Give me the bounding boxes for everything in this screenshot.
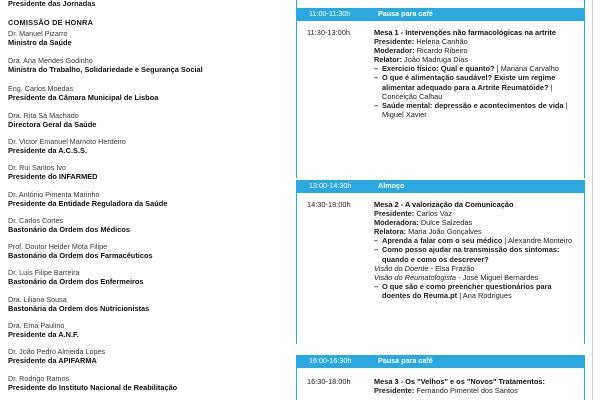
member-name: Dr. João Pedro Almeida Lopes [8, 347, 106, 356]
member-name: Dra. Rita Sá Machado [8, 111, 79, 120]
member-entry [8, 321, 278, 340]
member-role: Presidente da A.C.S.S. [8, 146, 87, 156]
member-name: Dra. Ema Paulino [8, 321, 65, 330]
break-time: 16:00-16:30h [309, 356, 352, 365]
talk-speaker: Conceição Calhau [382, 91, 443, 101]
perspective-speaker: Elsa Frazão [435, 263, 475, 273]
rapporteur-line [374, 227, 580, 236]
member-role: Ministro da Saúde [8, 38, 72, 48]
member-name: Dra. Liliana Sousa [8, 295, 67, 304]
member-name: Prof. Doutor Helder Mota Filipe [8, 242, 108, 251]
session-title: Mesa 2 - A valorização da Comunicação [374, 200, 514, 209]
moderator-name: Dulce Salzedas [420, 218, 473, 228]
session-frame-top [296, 366, 585, 368]
session-content [374, 200, 580, 300]
member-role: Presidente da Câmara Municipal de Lisboa [8, 93, 159, 103]
member-name: Dr. Luís Filipe Barreira [8, 268, 80, 277]
chair-label: Presidente: [374, 209, 415, 219]
break-label: Pausa para café [378, 356, 433, 365]
member-name: Dr. António Pimenta Marinho [8, 190, 100, 199]
perspective-label: Visão do Reumatologista [374, 272, 457, 282]
session-content [374, 28, 580, 119]
talk-item: – O que são e como preencher questionários para doentes do Reuma.pt | Ana Rodrigues [374, 281, 552, 300]
talk-speaker: Ana Rodrigues [462, 290, 512, 300]
member-entry [8, 374, 278, 393]
break-time: 11:00-11:30h [309, 9, 351, 18]
member-role: Presidente do Instituto Nacional de Reabilitação [8, 383, 178, 393]
moderator-name: Ricardo Ribeiro [416, 46, 468, 56]
talk-title: O que é alimentação saudável? Existe um regime alimentar adequado para a Artrite Reumatóide? [382, 73, 556, 92]
member-entry [8, 347, 278, 366]
session-time: 14:30-18:00h [307, 200, 351, 209]
session-time: 16:30-18:00h [307, 377, 351, 386]
member-entry [8, 295, 278, 314]
member-role: Bastonário da Ordem dos Médicos [8, 225, 130, 235]
talk-item: – Saúde mental: depressão e acontecimentos de vida | Miguel Xavier [374, 100, 568, 119]
session-frame-top [296, 191, 585, 193]
perspective-line: Visão do Doente - Elsa Frazão [374, 263, 475, 273]
session-time: 11:30-13:00h [307, 28, 351, 37]
member-role: Bastonário da Ordem dos Farmacêuticos [8, 251, 153, 261]
member-entry [8, 137, 278, 156]
member-entry [8, 56, 278, 75]
member-role: Presidente da APIFARMA [8, 356, 97, 366]
honor-committee-column [0, 0, 280, 400]
lunch-time: 13:00-14:30h [309, 181, 352, 190]
session-frame [296, 0, 585, 8]
chair-label: Presidente: [374, 386, 415, 396]
member-entry [8, 111, 278, 130]
talk-item: – Aprenda a falar com o seu médico | Alexandre Monteiro [374, 236, 573, 246]
member-role: Bastonária da Ordem dos Nutricionistas [8, 304, 150, 314]
lunch-label: Almoço [378, 181, 405, 190]
rapporteur-name: João Madruga Dias [404, 55, 469, 65]
talk-speaker: Mariana Carvalho [500, 64, 559, 74]
program-column [296, 0, 600, 400]
session-title: Mesa 1 - Intervenções não farmacológicas na artrite [374, 28, 556, 37]
session-title: Mesa 3 - Os "Velhos" e os "Novos" Tratamentos: [374, 377, 545, 386]
moderator-line [374, 218, 580, 227]
talk-item: – Como posso ajudar na transmissão dos sintomas: quando e como os descrever? [374, 245, 560, 264]
chair-label: Presidente: [374, 37, 415, 47]
rapporteur-label: Relator: [374, 55, 402, 65]
session-content [374, 377, 580, 395]
talk-item: – Exercício físico: Qual e quanto? | Mariana Carvalho [374, 64, 559, 74]
break-label: Pausa para café [378, 9, 433, 18]
member-entry [8, 268, 278, 287]
member-entry [8, 216, 278, 235]
member-role: Presidente da Entidade Reguladora da Saúde [8, 199, 168, 209]
chair-line [374, 386, 580, 395]
coffee-break-bar [296, 8, 585, 19]
member-entry [8, 242, 278, 261]
talk-title: Exercício físico: Qual e quanto? [382, 64, 495, 74]
member-name: Eng. Carlos Moedas [8, 84, 74, 93]
rapporteur-line [374, 55, 580, 64]
member-entry [8, 163, 278, 182]
member-name: Dr. Victor Emanuel Marnoto Herdeiro [8, 137, 126, 146]
jornadas-president-role: Presidente das Jornadas [8, 0, 96, 8]
member-entry [8, 190, 278, 209]
moderator-line [374, 46, 580, 55]
coffee-break-bar [296, 355, 585, 366]
chair-name: Fernando Pimentel dos Santos [416, 386, 518, 396]
rapporteur-name: Maria João Gonçalves [408, 227, 482, 237]
member-name: Dr. Rodrigo Ramos [8, 374, 70, 383]
perspective-speaker: José Miguel Bernardes [462, 272, 539, 282]
member-name: Dr. Carlos Cortes [8, 216, 64, 225]
lunch-bar [296, 180, 585, 191]
member-role: Presidente da A.N.F. [8, 330, 79, 340]
member-role: Bastonário da Ordem dos Enfermeiros [8, 277, 144, 287]
honor-committee-title: COMISSÃO DE HONRA [8, 18, 94, 27]
member-role: Directora Geral da Saúde [8, 120, 97, 130]
talk-item: – O que é alimentação saudável? Existe um regime alimentar adequado para a Artrite Reumatóide? | Conceição Calhau [374, 73, 556, 101]
chair-line [374, 37, 580, 46]
member-name: Dr. Manuel Pizarro [8, 29, 68, 38]
member-role: Presidente do INFARMED [8, 172, 98, 182]
talk-title: Aprenda a falar com o seu médico [382, 236, 503, 246]
perspective-label: Visão do Doente [374, 263, 429, 273]
member-entry [8, 29, 278, 48]
member-role: Ministra do Trabalho, Solidariedade e Segurança Social [8, 65, 203, 75]
page-edge-divider [592, 0, 593, 400]
moderator-label: Moderador: [374, 46, 415, 56]
perspective-line: Visão do Reumatologista - José Miguel Bernardes [374, 272, 539, 282]
rapporteur-label: Relatora: [374, 227, 407, 237]
talk-speaker: Alexandre Monteiro [507, 236, 573, 246]
moderator-label: Moderadora: [374, 218, 419, 228]
member-name: Dra. Ana Mendes Godinho [8, 56, 93, 65]
talk-title: Saúde mental: depressão e acontecimentos de vida [382, 100, 564, 110]
member-entry [8, 84, 278, 103]
member-name: Dr. Rui Santos Ivo [8, 163, 66, 172]
talk-title: O que são e como preencher questionários para doentes do Reuma.pt [382, 281, 552, 300]
talk-speaker: Miguel Xavier [382, 109, 427, 119]
chair-name: Carlos Vaz [416, 209, 452, 219]
chair-line [374, 209, 580, 218]
session-frame-top [296, 19, 585, 21]
talk-title: Como posso ajudar na transmissão dos sintomas: quando e como os descrever? [382, 245, 560, 264]
chair-name: Helena Canhão [416, 37, 468, 47]
